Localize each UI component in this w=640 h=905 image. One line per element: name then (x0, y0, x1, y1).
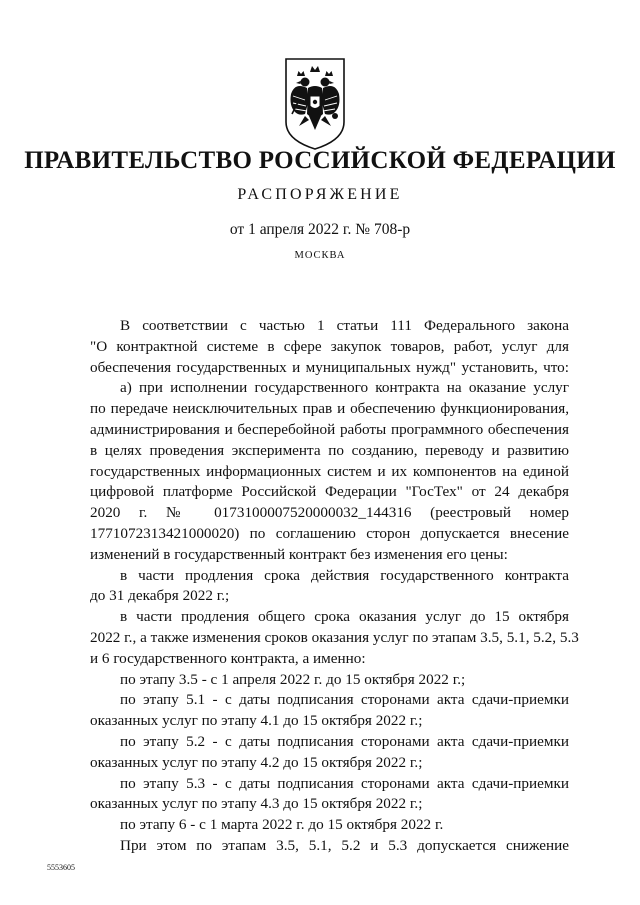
body-line: "О контрактной системе в сфере закупок товаров, работ, услуг для (90, 337, 569, 355)
body-line: изменений в государственный контракт без изменения его цены: (90, 545, 508, 563)
body-line: цифровой платформе Российской Федерации "ГосТех" от 24 декабря (90, 483, 569, 501)
body-line: При этом по этапам 3.5, 5.1, 5.2 и 5.3 допускается снижение (120, 836, 569, 854)
body-line: и 6 государственного контракта, а именно: (90, 649, 366, 667)
body-line: по этапу 5.3 - с даты подписания сторонами акта сдачи-приемки (120, 774, 569, 792)
body-line: по этапу 3.5 - с 1 апреля 2022 г. до 15 октября 2022 г.; (120, 670, 466, 688)
body-line: в части продления срока действия государственного контракта (120, 566, 569, 584)
body-line: в целях проведения эксперимента по созданию, переводу и развитию (90, 441, 569, 459)
body-line: оказанных услуг по этапу 4.2 до 15 октября 2022 г.; (90, 753, 423, 771)
document-city: МОСКВА (294, 250, 346, 261)
body-line: оказанных услуг по этапу 4.3 до 15 октября 2022 г.; (90, 795, 423, 813)
body-line: а) при исполнении государственного контракта на оказание услуг (120, 379, 569, 397)
body-line: в части продления общего срока оказания услуг до 15 октября (120, 608, 569, 626)
document-body (90, 316, 579, 857)
body-line: 2020 г. № 0173100007520000032_144316 (реестровый номер (90, 504, 569, 522)
document-code: 5553605 (47, 863, 75, 872)
body-line: администрирования и бесперебойной работы программного обеспечения (90, 420, 569, 438)
body-line: В соответствии с частью 1 статьи 111 Федерального закона (120, 317, 569, 334)
body-line: оказанных услуг по этапу 4.1 до 15 октября 2022 г.; (90, 712, 423, 730)
document-date-number: от 1 апреля 2022 г. № 708-р (229, 221, 411, 238)
coat-of-arms-icon (283, 56, 347, 152)
government-title: ПРАВИТЕЛЬСТВО РОССИЙСКОЙ ФЕДЕРАЦИИ (24, 147, 616, 174)
body-line: по этапу 5.2 - с даты подписания сторонами акта сдачи-приемки (120, 732, 569, 750)
body-line: по этапу 5.1 - с даты подписания сторонами акта сдачи-приемки (120, 691, 569, 709)
body-line: до 31 декабря 2022 г.; (90, 587, 230, 605)
body-line: 1771072313421000020) по соглашению сторон допускается внесение (90, 524, 569, 542)
body-line: государственных информационных систем и их компонентов на единой (90, 462, 569, 480)
body-line: по передаче неисключительных прав и обеспечению функционирования, (90, 400, 569, 418)
body-line: 2022 г., а также изменения сроков оказания услуг по этапам 3.5, 5.1, 5.2, 5.3 (90, 628, 579, 646)
document-type: РАСПОРЯЖЕНИЕ (237, 186, 403, 203)
body-line: по этапу 6 - с 1 марта 2022 г. до 15 октября 2022 г. (120, 816, 444, 834)
body-line: обеспечения государственных и муниципальных нужд" установить, что: (90, 358, 569, 376)
